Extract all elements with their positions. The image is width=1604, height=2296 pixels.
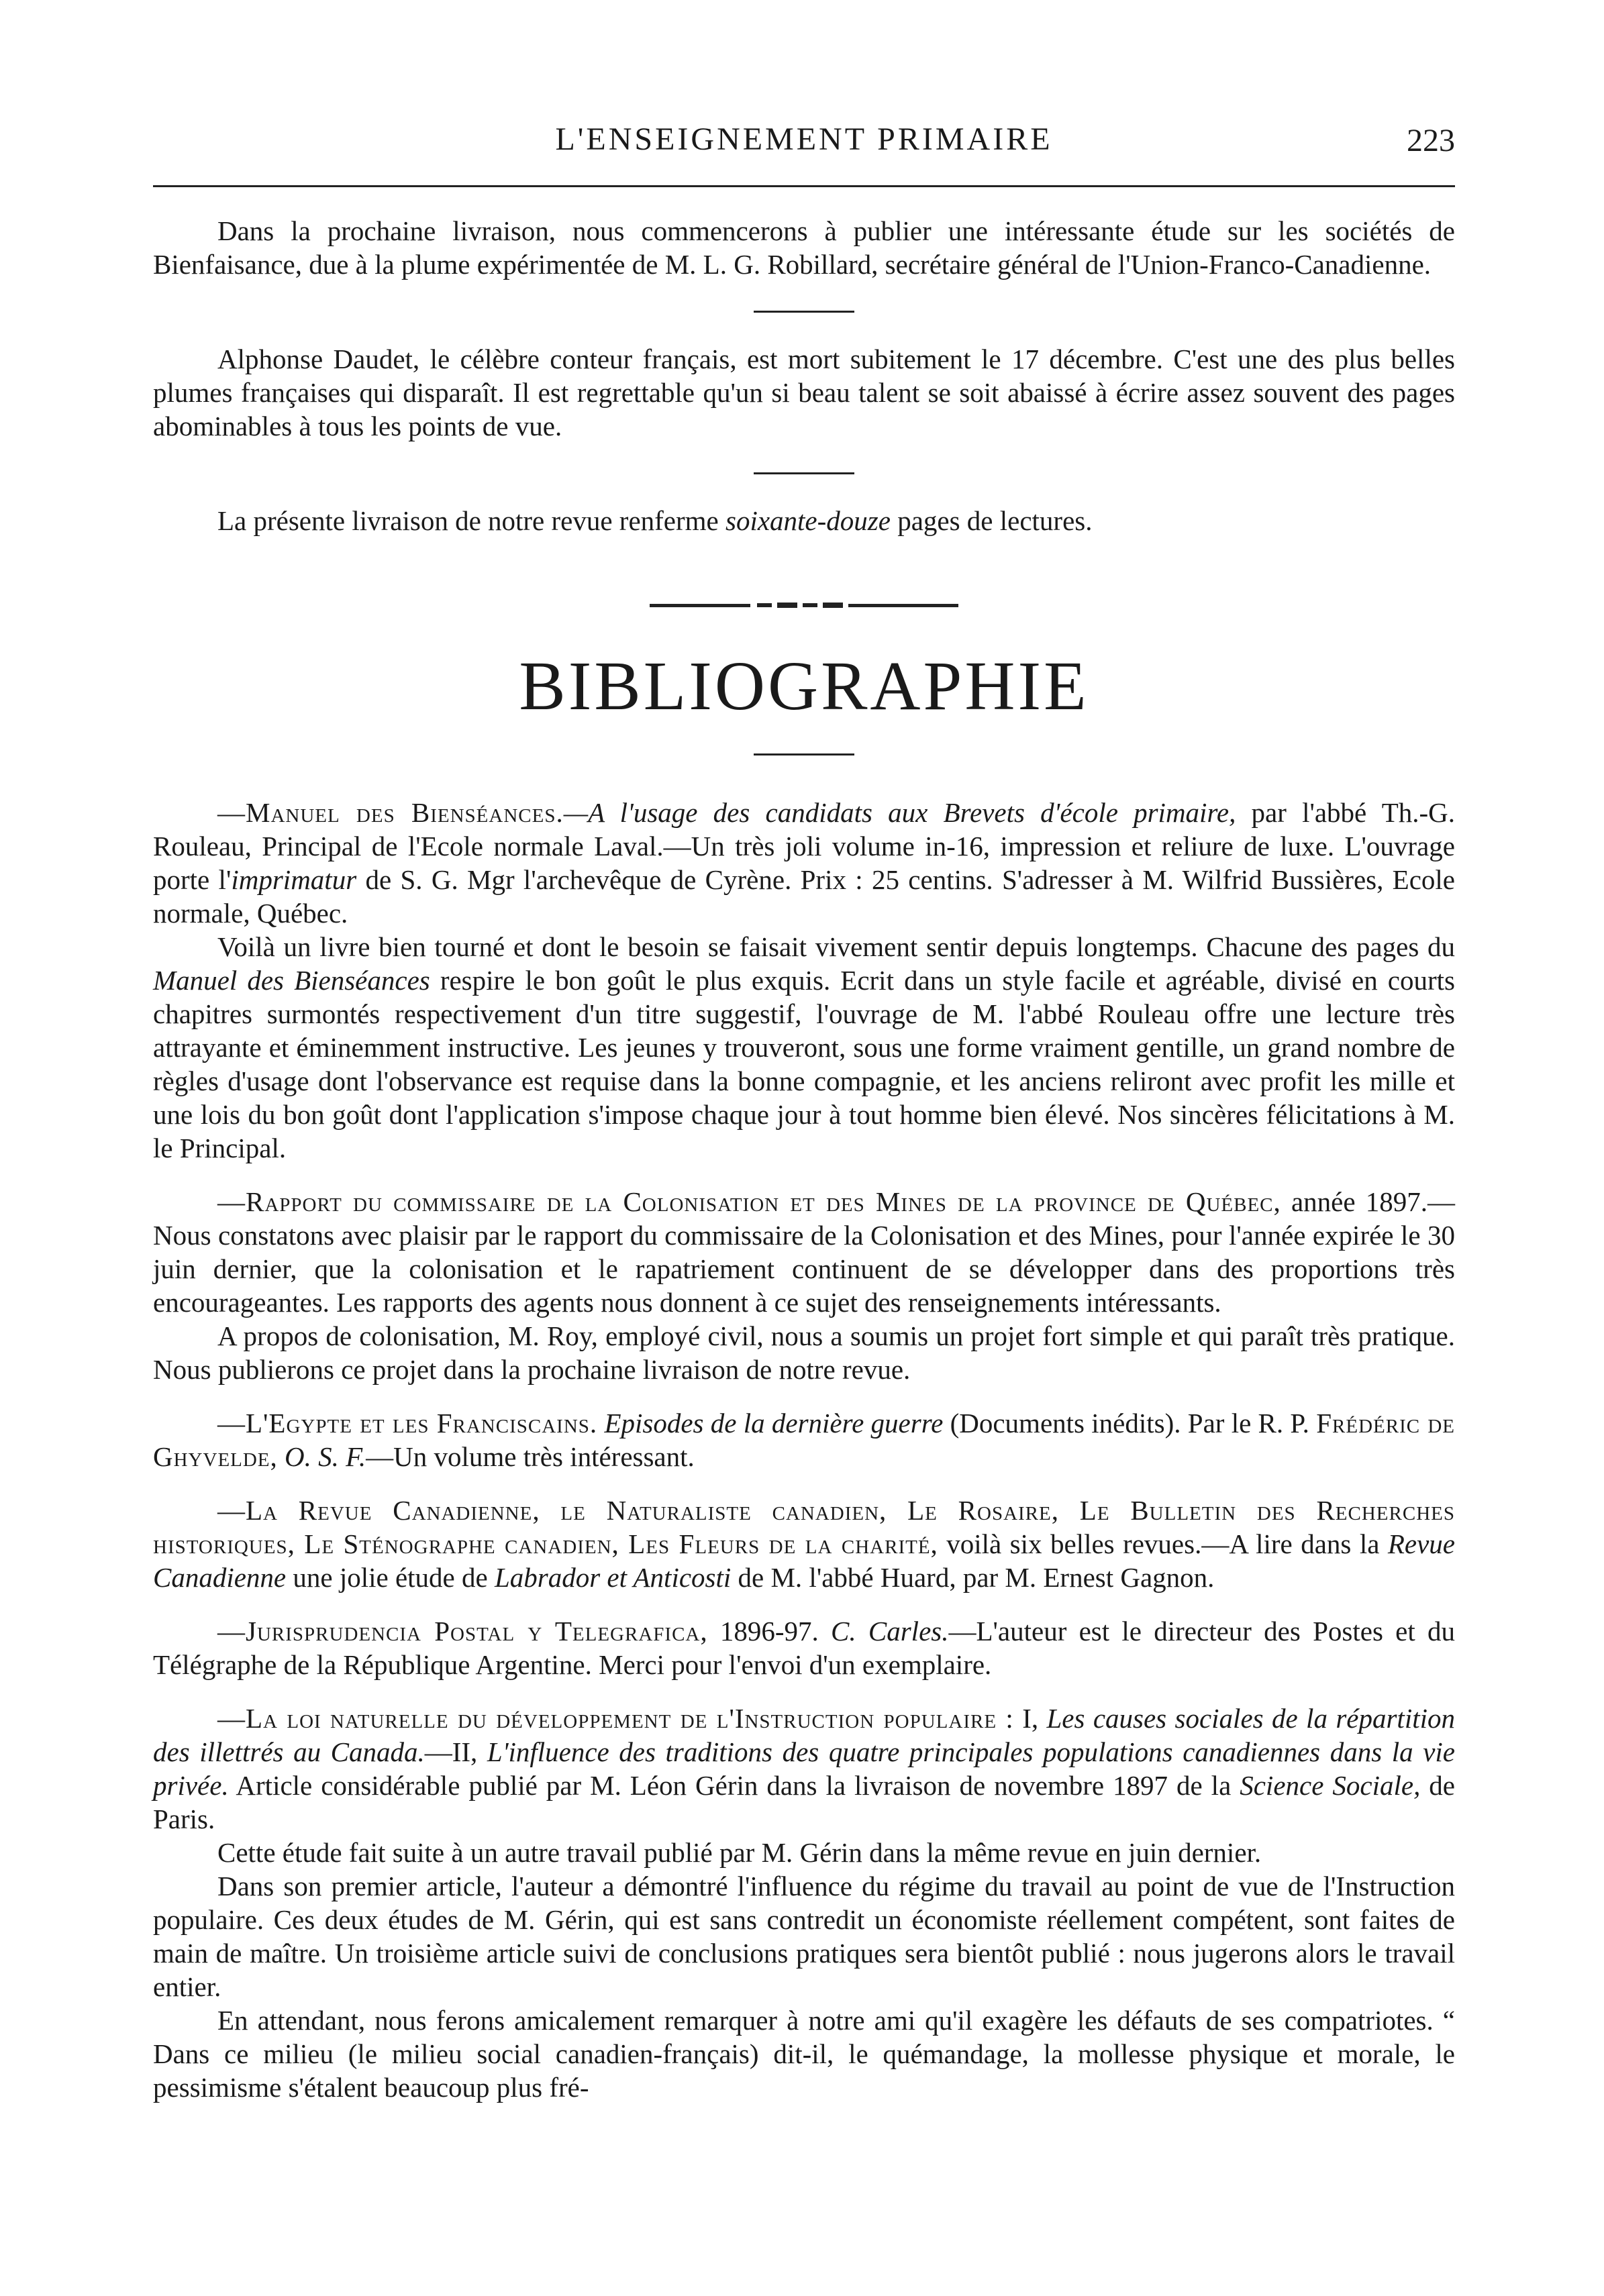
entry-paragraph: En attendant, nous ferons amicalement remarquer à notre ami qu'il exagère les défauts de ses compatriotes. “ Dans ce milieu (le milieu social canadien-français) dit-il, le quémandage, la mollesse physique et morale, le pessimisme s'étalent beaucoup plus fré- bbox=[153, 2005, 1455, 2103]
entry-text: Article considérable publié par M. Léon Gérin dans la livraison de novembre 1897 de la bbox=[228, 1770, 1240, 1801]
section-title: BIBLIOGRAPHIE bbox=[519, 647, 1089, 725]
entry-heading: —Rapport du commissaire de la Colonisation et des Mines de la province de Québec, bbox=[217, 1186, 1281, 1217]
entry-italic: C. Carles. bbox=[831, 1616, 949, 1647]
entry-text: Voilà un livre bien tourné et dont le besoin se faisait vivement sentir depuis longtemps. Chacune des pages du bbox=[217, 931, 1455, 962]
entry-italic: imprimatur bbox=[231, 864, 357, 895]
page bbox=[153, 121, 1455, 2116]
notice-robillard bbox=[153, 214, 1455, 281]
entry-text: —L'auteur est le directeur des Postes et du Télégraphe de la République Argentine. Merci pour l'envoi d'un exemplaire. bbox=[153, 1616, 1455, 1680]
entry-text: une jolie étude de bbox=[286, 1562, 495, 1593]
running-head bbox=[153, 121, 1455, 174]
entry-paragraph bbox=[153, 796, 1455, 930]
entry-text: de M. l'abbé Huard, par M. Ernest Gagnon. bbox=[731, 1562, 1215, 1593]
entry-paragraph bbox=[153, 1494, 1455, 1594]
entry-jurisprudencia bbox=[153, 1614, 1455, 1681]
notice-livraison bbox=[153, 504, 1455, 537]
entry-paragraph bbox=[153, 930, 1455, 1165]
header-rule bbox=[153, 185, 1455, 187]
entry-paragraph: Dans son premier article, l'auteur a démontré l'influence du régime du travail au point de vue de l'Instruction populaire. Ces deux études de M. Gérin, qui est sans contredit un économiste réellement compétent, sont faites de main de maître. Un troisième article suivi de conclusions pratiques sera bientôt publié : nous jugerons alors le travail entier. bbox=[153, 1871, 1455, 2002]
entry-italic: Science Sociale, bbox=[1240, 1770, 1421, 1801]
entry-author: Frédéric de Ghyvelde, bbox=[153, 1408, 1456, 1472]
entry-text: —II, bbox=[424, 1736, 487, 1767]
entry-loi-naturelle bbox=[153, 1702, 1455, 2104]
entry-heading: —Manuel des Bienséances. bbox=[217, 797, 564, 828]
notice-text: Alphonse Daudet, le célèbre conteur français, est mort subitement le 17 décembre. C'est une des plus belles plumes françaises qui disparaît. Il est regrettable qu'un si beau talent se soit abaissé à écrire assez souvent des pages abominables à tous les points de vue. bbox=[153, 344, 1455, 441]
entry-text: I, bbox=[1013, 1703, 1047, 1734]
entry-italic: L'influence des traditions des quatre principales populations canadiennes dans la vie privée. bbox=[153, 1736, 1455, 1801]
entry-text: de S. G. Mgr l'archevêque de Cyrène. Prix : 25 centins. S'adresser à M. Wilfrid Bussières, Ecole normale, Québec. bbox=[153, 864, 1455, 929]
entry-paragraph bbox=[153, 1702, 1455, 1836]
entry-text: respire le bon goût le plus exquis. Ecrit dans un style facile et agréable, divisé en courts chapitres surmontés respectivement d'un titre suggestif, l'ouvrage de M. l'abbé Rouleau offre une lecture très attrayante et éminemment instructive. Les jeunes y trouveront, sous une forme vraiment gentille, un grand nombre de règles d'usage dont l'observance est requise dans la bonne compagnie, et les anciens reliront avec profit les mille et une lois du bon goût dont l'application s'impose chaque jour à tout homme bien élevé. Nos sincères félicitations à M. le Principal. bbox=[153, 965, 1455, 1163]
entry-text: 1896-97. bbox=[707, 1616, 832, 1647]
notice-italic: soixante-douze bbox=[725, 505, 891, 536]
entry-text: (Documents inédits). Par le R. P. bbox=[943, 1408, 1317, 1439]
entry-italic: O. S. F. bbox=[285, 1441, 366, 1472]
entry-text: année 1897.—Nous constatons avec plaisir par le rapport du commissaire de la Colonisation et des Mines, pour l'année expirée le 30 juin dernier, que la colonisation et le rapatriement continuent de se développer dans des proportions très encourageantes. Les rapports des agents nous donnent à ce sujet des renseignements intéressants. bbox=[153, 1186, 1455, 1318]
ornament-divider bbox=[650, 602, 958, 607]
entry-italic: Manuel des Bienséances bbox=[153, 965, 430, 996]
page-number: 223 bbox=[1407, 123, 1455, 158]
notice-text bbox=[153, 504, 1455, 537]
notice-text-part: pages de lectures. bbox=[890, 505, 1093, 536]
entry-text: par l'abbé Th.-G. Rouleau, Principal de l'Ecole normale Laval.—Un très joli volume in-16, impression et reliure de luxe. L'ouvrage porte l' bbox=[153, 797, 1455, 895]
notice-text-part: La présente livraison de notre revue renferme bbox=[217, 505, 725, 536]
entry-italic: —A l'usage des candidats aux Brevets d'école primaire, bbox=[563, 797, 1236, 828]
separator-rule bbox=[754, 311, 854, 313]
entry-italic: Labrador et Anticosti bbox=[494, 1562, 732, 1593]
entry-rapport bbox=[153, 1185, 1455, 1386]
entry-paragraph bbox=[153, 1614, 1455, 1681]
entry-heading: —La loi naturelle du développement de l'Instruction populaire : bbox=[217, 1703, 1014, 1734]
separator-rule bbox=[754, 472, 854, 474]
entry-paragraph: Cette étude fait suite à un autre travail publié par M. Gérin dans la même revue en juin dernier. bbox=[217, 1837, 1262, 1868]
entry-text: voilà six belles revues.—A lire dans la bbox=[938, 1528, 1388, 1559]
entry-italic: Episodes de la dernière guerre bbox=[604, 1408, 944, 1439]
entry-paragraph bbox=[153, 1185, 1455, 1319]
entry-italic: Les causes sociales de la répartition des illettrés au Canada. bbox=[153, 1703, 1455, 1767]
entry-revues bbox=[153, 1494, 1455, 1594]
entry-text: —Un volume très intéressant. bbox=[366, 1441, 695, 1472]
entry-paragraph: A propos de colonisation, M. Roy, employé civil, nous a soumis un projet fort simple et qui paraît très pratique. Nous publierons ce projet dans la prochaine livraison de notre revue. bbox=[153, 1320, 1455, 1385]
entry-italic: Revue Canadienne bbox=[153, 1528, 1455, 1593]
notice-text: Dans la prochaine livraison, nous commencerons à publier une intéressante étude sur les sociétés de Bienfaisance, due à la plume expérimentée de M. L. G. Robillard, secrétaire général de l'Union-Franco-Canadienne. bbox=[153, 215, 1455, 280]
ornament-icon bbox=[650, 602, 958, 609]
entry-manuel bbox=[153, 796, 1455, 1165]
entry-heading: —L'Egypte et les Franciscains. bbox=[217, 1408, 598, 1439]
entry-paragraph bbox=[153, 1406, 1455, 1473]
entry-heading: —La Revue Canadienne, le Naturaliste canadien, Le Rosaire, Le Bulletin des Recherches historiques, Le Sténographe canadien, Les Fleurs de la charité, bbox=[153, 1495, 1455, 1559]
notice-daudet bbox=[153, 342, 1455, 443]
title-rule bbox=[754, 753, 854, 755]
entry-text: de Paris. bbox=[153, 1770, 1455, 1834]
running-title: L'ENSEIGNEMENT PRIMAIRE bbox=[555, 121, 1053, 157]
entry-egypte bbox=[153, 1406, 1455, 1473]
entry-heading: —Jurisprudencia Postal y Telegrafica, bbox=[217, 1616, 708, 1647]
